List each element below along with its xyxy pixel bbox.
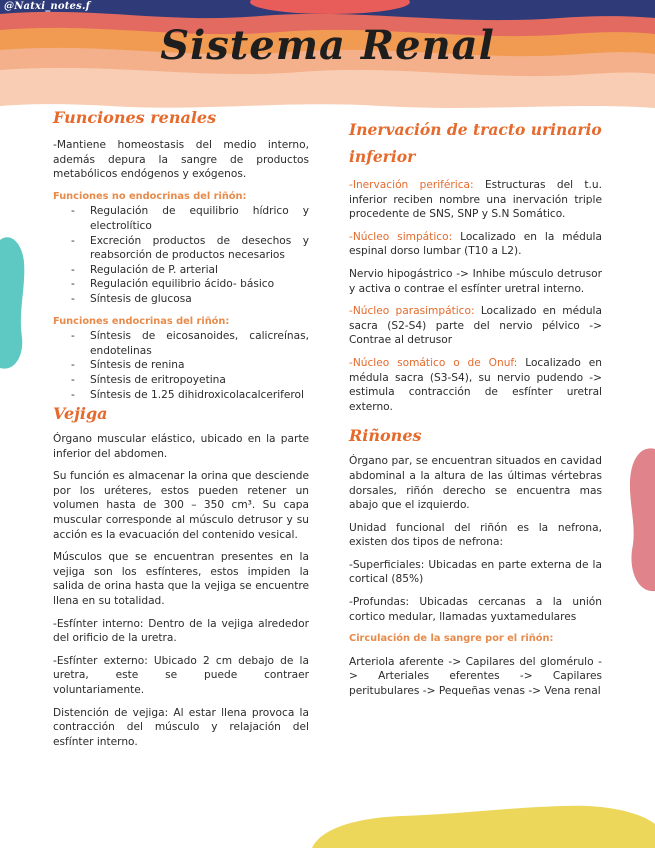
funciones-intro: -Mantiene homeostasis del medio interno, además depura la sangre de productos metabólicos endógenos y exógenos. xyxy=(53,139,309,181)
endocrinas-list xyxy=(53,329,309,402)
list-item: - Síntesis de 1.25 dihidroxicolacalceriferol xyxy=(90,388,309,403)
parasimpatico-text: Localizado en médula sacra (S2-S4) parte del nervio pélvico -> Contrae al detrusor xyxy=(349,305,602,347)
circulacion-heading: Circulación de la sangre por el riñón: xyxy=(349,633,554,645)
onuf-lead: -Núcleo somático o de Onuf: xyxy=(349,356,518,369)
circulacion-paragraph: Arteriola aferente -> Capilares del glomérulo -> Arteriales eferentes -> Capilares peritubulares -> Pequeñas venas -> Vena renal xyxy=(349,655,602,698)
parasimpatico-lead: -Núcleo parasimpático: xyxy=(349,305,475,318)
vejiga-heading: Vejiga xyxy=(53,404,108,424)
nucleo-onuf-paragraph xyxy=(349,356,602,414)
list-item: - Síntesis de eritropoyetina xyxy=(90,373,309,388)
no-endocrinas-heading: Funciones no endocrinas del riñón: xyxy=(53,190,247,202)
teal-blob-decoration xyxy=(0,232,26,374)
list-item: - Síntesis de renina xyxy=(90,358,309,373)
periferica-text: Estructuras del t.u. inferior reciben nombre una inervación triple procedente de SNS, SNP y S.N Somático. xyxy=(349,179,602,221)
rinones-paragraph: -Profundas: Ubicadas cercanas a la unión cortico medular, llamadas yuxtamedulares xyxy=(349,596,602,623)
yellow-blob-decoration xyxy=(312,804,655,848)
onuf-text: Localizado en médula sacra (S3-S4), su nervio pudendo -> estimula contracción de esfínter uretral externo. xyxy=(349,356,602,413)
nucleo-simpatico-paragraph xyxy=(349,230,602,259)
page-title: Sistema Renal xyxy=(160,22,495,69)
funciones-renales-heading: Funciones renales xyxy=(53,108,217,127)
endocrinas-heading: Funciones endocrinas del riñón: xyxy=(53,315,230,327)
left-column xyxy=(53,108,309,749)
periferica-lead: -Inervación periférica: xyxy=(349,179,474,191)
vejiga-paragraph: -Esfínter externo: Ubicado 2 cm debajo de la uretra, este se puede contraer voluntariamente. xyxy=(53,654,309,696)
simpatico-lead: -Núcleo simpático: xyxy=(349,230,453,243)
rinones-paragraph: -Superficiales: Ubicadas en parte externa de la cortical (85%) xyxy=(349,558,602,586)
pink-blob-decoration xyxy=(627,445,655,595)
list-item: - Síntesis de glucosa xyxy=(90,292,309,307)
vejiga-paragraph: -Esfínter interno: Dentro de la vejiga alrededor del orificio de la uretra. xyxy=(53,617,309,645)
list-item: - Excreción productos de desechos y reabsorción de productos necesarios xyxy=(90,234,309,263)
inervacion-heading: Inervación de tracto urinario inferior xyxy=(349,120,602,166)
hipogastrico-paragraph: Nervio hipogástrico -> Inhibe músculo detrusor y activa o contrae el esfínter uretral interno. xyxy=(349,267,602,295)
inervacion-periferica-paragraph xyxy=(349,178,602,222)
simpatico-text: Localizado en la médula espinal dorso lumbar (T10 a L2). xyxy=(349,230,602,258)
vejiga-paragraph: Músculos que se encuentran presentes en la vejiga son los esfínteres, estos impiden la salida de orina hasta que la vejiga se encuentre llena en su totalidad. xyxy=(53,551,309,608)
list-item: - Síntesis de eicosanoides, calicreínas, endotelinas xyxy=(90,329,309,358)
vejiga-paragraph: Distención de vejiga: Al estar llena provoca la contracción del músculo y relajación del esfínter interno. xyxy=(53,706,309,748)
no-endocrinas-list xyxy=(53,204,309,306)
rinones-heading: Riñones xyxy=(349,426,422,446)
vejiga-paragraph: Su función es almacenar la orina que desciende por los uréteres, estos pueden retener un volumen hasta de 300 – 350 cm³. Su capa muscular corresponde al músculo detrusor y su acción es la evacuación del contenido vesical. xyxy=(53,470,309,541)
nucleo-parasimpatico-paragraph xyxy=(349,304,602,348)
right-column xyxy=(349,116,602,699)
list-item: - Regulación de equilibrio hídrico y electrolítico xyxy=(90,204,309,233)
vejiga-paragraph: Órgano muscular elástico, ubicado en la parte inferior del abdomen. xyxy=(53,433,309,460)
list-item: - Regulación de P. arterial xyxy=(90,263,309,278)
rinones-paragraph: Unidad funcional del riñón es la nefrona, existen dos tipos de nefrona: xyxy=(349,521,602,549)
author-handle: @Natxi_notes.f xyxy=(4,1,91,12)
rinones-paragraph: Órgano par, se encuentran situados en cavidad abdominal a la altura de las últimas vértebras dorsales, riñón derecho se encuentra mas abajo que el izquierdo. xyxy=(349,455,602,512)
list-item: - Regulación equilibrio ácido- básico xyxy=(90,277,309,292)
